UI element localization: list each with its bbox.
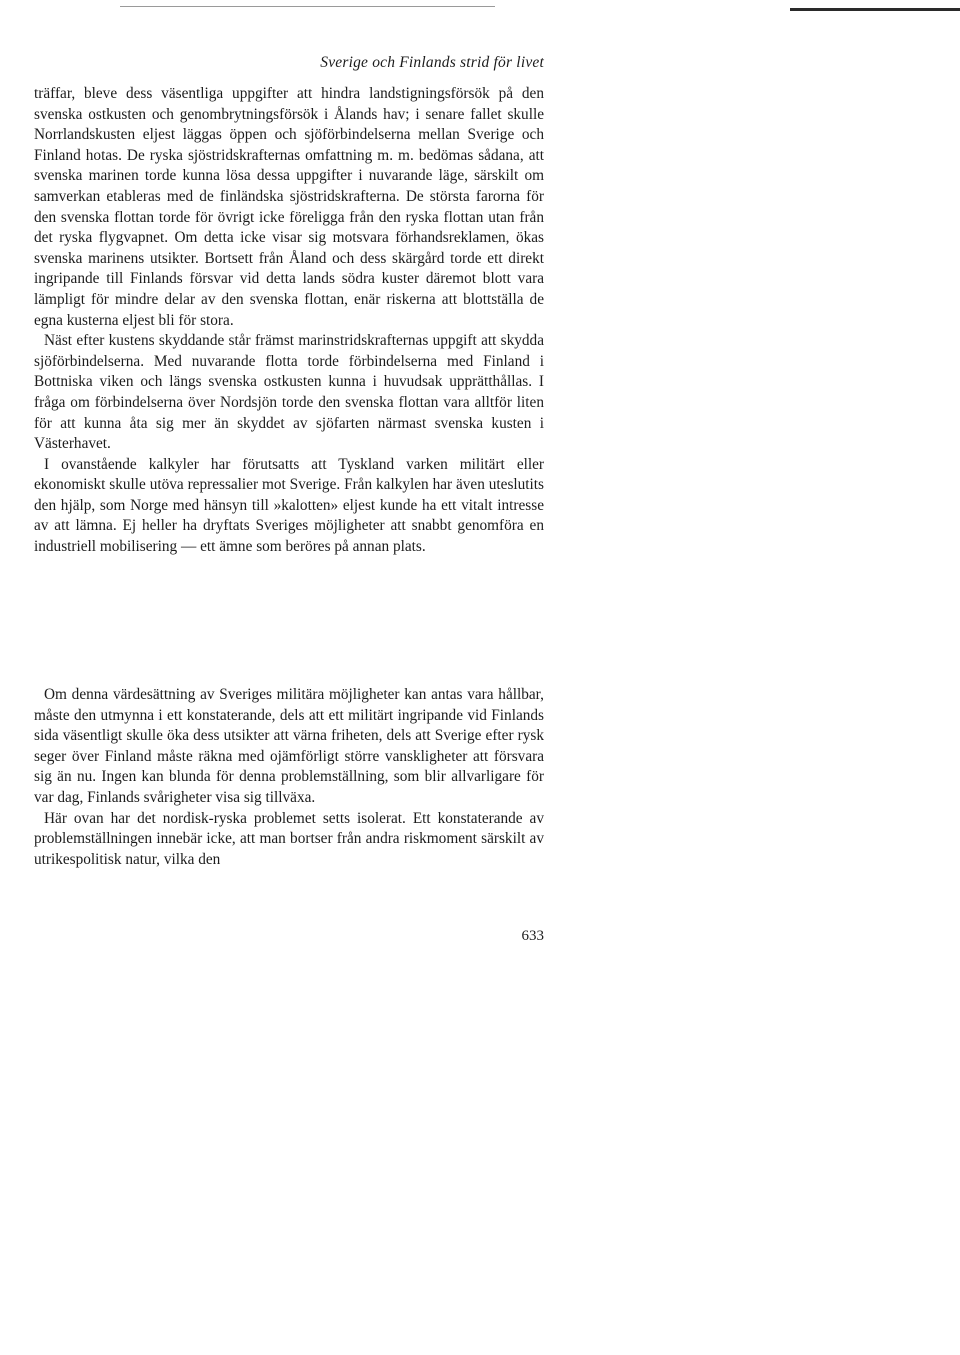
paragraph-1: träffar, bleve dess väsentliga uppgifter att hindra landstigningsförsök på den svenska ostkusten och genombrytningsförsök i Ålands hav; i senare fallet skulle Norrlandskusten eljest läggas öppen och sjöförbindelserna mellan Sverige och Finland hotas. De ryska sjöstridskrafternas omfattning m. m. bedömas sådana, att svenska marinen torde kunna lösa dessa uppgifter i nuvarande läge, särskilt om samverkan etableras med de finländska sjöstridskrafterna. De största farorna för den svenska flottan torde för övrigt icke föreligga från den ryska flottan utan från det ryska flygvapnet. Om detta icke visar sig motsvara förhandsreklamen, ökas svenska marinens utsikter. Bortsett från Åland och dess skärgård torde ett direkt ingripande till Finlands försvar vid detta lands södra kuster däremot blott vara lämpligt för mindre delar av den svenska flottan, enär riskerna att blottställa de egna kusterna eljest bli för stora. bbox=[34, 85, 544, 329]
text-section-1 bbox=[34, 84, 544, 558]
scan-edge-mark bbox=[790, 8, 960, 11]
page-number: 633 bbox=[521, 928, 544, 944]
text-section-2 bbox=[34, 685, 544, 870]
paragraph-3: I ovanstående kalkyler har förutsatts att Tyskland varken militärt eller ekonomiskt skulle utöva repressalier mot Sverige. Från kalkylen har även uteslutits den hjälp, som Norge med hänsyn till »kalotten» eljest kunde ha ett vitalt intresse av att lämna. Ej heller ha dryftats Sveriges möjligheter att snabbt genomföra en industriell mobilisering — ett ämne som beröres på annan plats. bbox=[34, 455, 544, 556]
scan-edge-line bbox=[120, 6, 495, 7]
paragraph-4: Om denna värdesättning av Sveriges militära möjligheter kan antas vara hållbar, måste den utmynna i ett konstaterande, dels att ett militärt ingripande vid Finlands sida väsentligt skulle öka dess utsikter att värna friheten, dels att Sverige efter rysk seger över Finland måste räkna med ojämförligt större vanskligheter att försvara sig än nu. Ingen kan blunda för denna problemställning, som blir allvarligare för var dag, Finlands svårigheter visa sig tillväxa. bbox=[34, 686, 544, 806]
running-head: Sverige och Finlands strid för livet bbox=[320, 54, 544, 71]
paragraph-5: Här ovan har det nordisk-ryska problemet setts isolerat. Ett konstaterande av problemställningen innebär icke, att man bortser från andra riskmoment särskilt av utrikespolitisk natur, vilka den bbox=[34, 809, 544, 868]
paragraph-2: Näst efter kustens skyddande står främst marinstridskrafternas uppgift att skydda sjöförbindelserna. Med nuvarande flotta torde förbindelserna med Finland i Bottniska viken och längs svenska ostkusten kunna i huvudsak upprätthållas. I fråga om förbindelserna över Nordsjön torde den svenska flottan vara alltför liten för att kunna åta sig mer än skyddet av sjöfarten närmast svenska kusten i Västerhavet. bbox=[34, 332, 544, 453]
